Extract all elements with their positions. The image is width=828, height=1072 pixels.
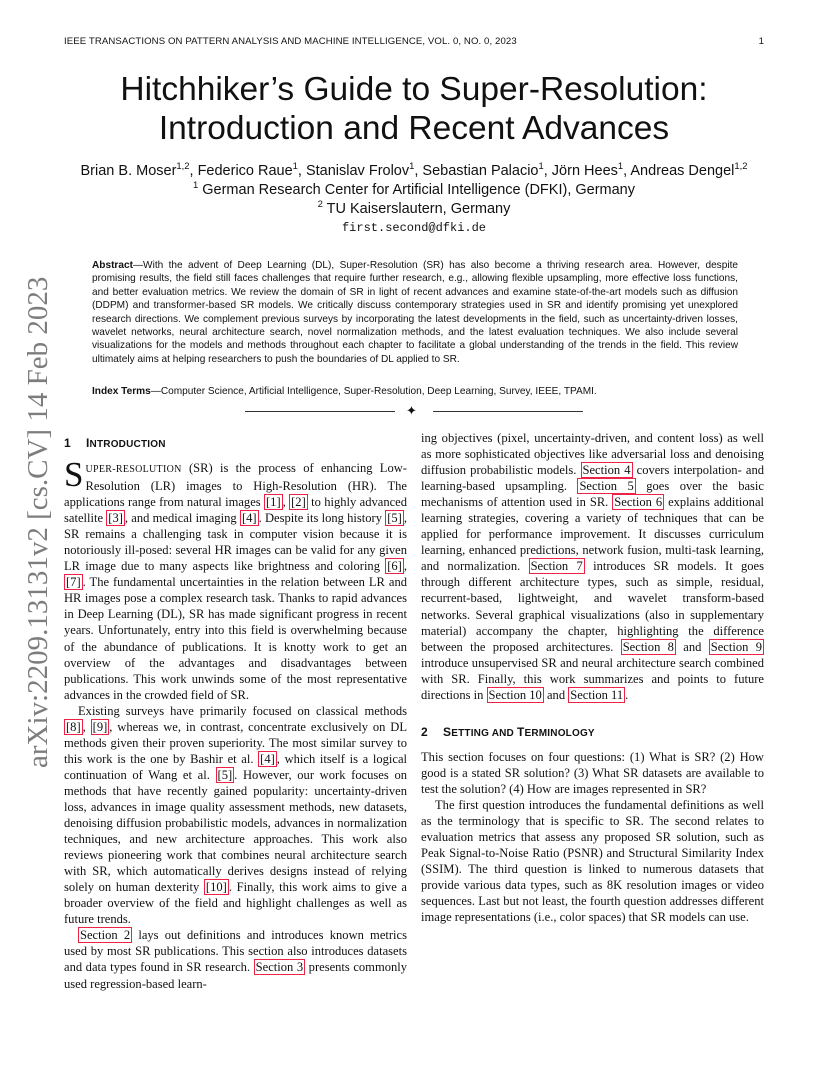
section-2-title-part-1: S xyxy=(443,724,452,739)
text-run: lays out definitions and introduces known metrics used by most SR publications. This section also introduces datasets and data types found in SR research. xyxy=(64,928,407,975)
section-2-title-part-4: ERMINOLOGY xyxy=(524,727,595,739)
text-run: , SR remains a challenging task in computer vision because it is notoriously ill-posed: several HR images can be valid for any given LR image due to many aspects like brightness and coloring xyxy=(64,511,408,574)
citation-link[interactable]: [4] xyxy=(241,511,257,526)
paragraph-intro-2 xyxy=(64,703,407,928)
section-link[interactable]: Section 4 xyxy=(582,463,631,478)
text-run: , and medical imaging xyxy=(124,511,240,526)
paragraph-intro-3 xyxy=(64,927,407,991)
index-terms-text: Computer Science, Artificial Intelligence, Super-Resolution, Deep Learning, Survey, IEEE, TPAMI. xyxy=(160,386,597,397)
section-2-heading xyxy=(421,725,764,739)
section-divider xyxy=(245,405,583,417)
section-1-heading xyxy=(64,436,407,450)
section-1-title-initial: I xyxy=(86,436,90,450)
citation-link[interactable]: [8] xyxy=(66,719,81,734)
text-run: introduce unsupervised SR and neural architecture search combined with SR. Finally, this work summarizes and points to future directions in xyxy=(421,655,764,702)
author-affiliation-sup: 1 xyxy=(538,160,544,172)
text-run: to highly advanced satellite xyxy=(64,495,408,526)
text-run: and xyxy=(675,639,709,654)
text-run: covers interpolation- and learning-based upsampling. xyxy=(421,463,764,494)
title-line-2: Introduction and Recent Advances xyxy=(158,110,670,147)
citation-link[interactable]: [5] xyxy=(217,767,233,782)
text-run: Existing surveys have primarily focused on classical methods xyxy=(78,703,407,718)
section-link[interactable]: Section 2 xyxy=(80,928,131,943)
text-run: goes over the basic mechanisms of attention used in SR. xyxy=(421,479,764,510)
affiliation-2-name: TU Kaiserslautern, Germany xyxy=(326,201,511,217)
text-run: , xyxy=(282,495,290,510)
section-2-title-part-3: T xyxy=(516,724,525,739)
author-affiliation-sup: 1,2 xyxy=(734,160,748,172)
text-run: , whereas we, in contrast, concentrate exclusively on DL methods given their proven superiority. The most similar survey to this work is the one by Bashir et al. xyxy=(64,719,407,766)
citation-link[interactable]: [2] xyxy=(291,495,306,510)
author-name: Sebastian Palacio xyxy=(422,163,539,179)
citation-link[interactable]: [10] xyxy=(205,880,227,895)
section-link[interactable]: Section 6 xyxy=(614,495,663,510)
running-header: IEEE TRANSACTIONS ON PATTERN ANALYSIS AND MACHINE INTELLIGENCE, VOL. 0, NO. 0, 2023 xyxy=(64,36,517,47)
text-run: , xyxy=(82,719,91,734)
text-run: presents commonly used regression-based learn- xyxy=(64,960,408,991)
section-1-title-rest: NTRODUCTION xyxy=(89,439,166,450)
author-affiliation-sup: 1,2 xyxy=(176,160,190,172)
text-run: , xyxy=(403,559,407,574)
page-number: 1 xyxy=(758,36,764,47)
section-2-title-part-2: ETTING AND xyxy=(451,727,517,739)
text-run: . xyxy=(625,687,629,702)
arxiv-stamp: arXiv:2209.13131v2 [cs.CV] 14 Feb 2023 xyxy=(22,276,54,768)
author-affiliation-sup: 1 xyxy=(617,160,624,172)
dropcap-smallcaps: UPER-RESOLUTION xyxy=(85,464,182,475)
section-link[interactable]: Section 5 xyxy=(579,479,634,494)
dropcap: S xyxy=(64,455,84,494)
section-1-number: 1 xyxy=(64,436,71,450)
author-name: Federico Raue xyxy=(197,163,293,179)
index-terms: Index Terms—Computer Science, Artificial Intelligence, Super-Resolution, Deep Learning, Survey, IEEE, TPAMI. xyxy=(92,386,597,397)
citation-link[interactable]: [5] xyxy=(387,511,402,526)
author-affiliation-sup: 1 xyxy=(409,160,415,172)
paragraph-intro-3-continued xyxy=(421,430,764,703)
citation-link[interactable]: [9] xyxy=(92,719,108,734)
text-run: , which itself is a logical continuation of Wang et al. xyxy=(64,751,407,782)
text-run: . However, our work focuses on methods that have recently gained popularity: uncertainty-driven loss, advances in image quality assessment methods, new datasets, denoising diffusion probabilistic models, advances in normalization techniques, and new architecture approaches. This work also reviews pioneering work that combines neural architecture search with SR, which automatically derives designs instead of relying solely on human dexterity xyxy=(64,767,407,895)
section-link[interactable]: Section 10 xyxy=(488,687,542,702)
text-run: . Finally, this work aims to give a broader overview of the field and highlight challenges as well as future trends. xyxy=(64,880,407,927)
paragraph-setting-2: The first question introduces the fundamental definitions as well as the terminology that is specific to SR. The second relates to evaluation metrics that assess any proposed SR solution, such as Peak Signal-to-Noise Ratio (PSNR) and Structural Similarity Index (SSIM). The third question is linked to numerous datasets that provide various data types, such as 8K resolution images or video sequences. Last but not least, the fourth question addresses different image representations (i.e., color spaces) that SR models can use. xyxy=(421,797,764,925)
author-list: Brian B. Moser$^{1,2}$, Federico Raue$^1$, Stanislav Frolov$^1$, Sebastian Palacio$^1$, Jörn Hees$^1$, Andreas Dengel$^{1,2}$ xyxy=(80,160,748,179)
title-line-1: Hitchhiker’s Guide to Super-Resolution: xyxy=(120,71,708,108)
affiliation-2-sup: 2 xyxy=(317,198,323,210)
author-name: Brian B. Moser xyxy=(80,163,177,179)
author-affiliation-sup: 1 xyxy=(292,160,298,172)
text-run: . The fundamental uncertainties in the relation between LR and HR images pose a complex research task. Thanks to rapid advances in Deep Learning (DL), SR has made significant progress in recent years. Unfortunately, entry into this field is overwhelming because of the abundance of publications. It is knotty work to get an overview of the advantages and disadvantages between publications. This work unwinds some of the most representative advances in the crowded field of SR. xyxy=(64,575,407,702)
text-run: and xyxy=(543,687,569,702)
abstract-label: Abstract xyxy=(92,260,133,271)
section-link[interactable]: Section 11 xyxy=(570,687,624,702)
abstract-text: With the advent of Deep Learning (DL), Super-Resolution (SR) has also become a thriving research area. However, despite promising results, the field still faces challenges that require further research, e.g., allowing flexible upsampling, more effective loss functions, and better evaluation metrics. We review the domain of SR in light of recent advances and examine state-of-the-art models such as diffusion (DDPM) and transformer-based SR models. We critically discuss contemporary strategies used in SR and identify promising yet unexplored research directions. We complement previous surveys by incorporating the latest developments in the field, such as uncertainty-driven losses, wavelet networks, neural architecture search, novel normalization methods, and the latest evaluation techniques. We also include several visualizations for the models and methods throughout each chapter to facilitate a global understanding of the trends in the field. This review ultimately aims at helping researchers to push the boundaries of DL applied to SR. xyxy=(92,260,738,365)
left-column xyxy=(64,430,407,992)
section-link[interactable]: Section 8 xyxy=(622,639,674,654)
text-run: introduces SR models. It goes through different architecture types, such as simple, residual, recurrent-based, lightweight, and wavelet transform-based networks. Several graphical visualizations (also in supplementary material) accompany the chapter, highlighting the difference between the proposed architectures. xyxy=(421,559,764,654)
section-link[interactable]: Section 7 xyxy=(530,559,583,574)
citation-link[interactable]: [3] xyxy=(108,511,123,526)
right-column xyxy=(421,430,764,925)
paragraph-intro-1 xyxy=(64,455,408,703)
citation-link[interactable]: [6] xyxy=(387,559,402,574)
text-run: ing objectives (pixel, uncertainty-driven, and content loss) as well as more sophisticated objectives like adversarial loss and denoising diffusion probabilistic models. xyxy=(421,431,764,478)
paper-title xyxy=(64,70,764,148)
text-run: . Despite its long history xyxy=(258,511,386,526)
abstract: Abstract—With the advent of Deep Learning (DL), Super-Resolution (SR) has also become a thriving research area. However, despite promising results, the field still faces challenges that require further research, e.g., allowing flexible upsampling, more effective loss functions, and better evaluation metrics. We review the domain of SR in light of recent advances and examine state-of-the-art models such as diffusion (DDPM) and transformer-based SR models. We critically discuss contemporary strategies used in SR and identify promising yet unexplored research directions. We complement previous surveys by incorporating the latest developments in the field, such as uncertainty-driven losses, wavelet networks, neural architecture search, novel normalization methods, and the latest evaluation techniques. We also include several visualizations for the models and methods throughout each chapter to facilitate a global understanding of the trends in the field. This review ultimately aims at helping researchers to push the boundaries of DL applied to SR. xyxy=(92,260,738,365)
affiliation-2 xyxy=(64,200,764,219)
section-link[interactable]: Section 3 xyxy=(255,960,304,975)
text-run: (SR) is the process of enhancing Low-Resolution (LR) images to High-Resolution (HR). The applications range from natural images xyxy=(64,461,407,510)
author-name: Andreas Dengel xyxy=(630,163,735,179)
citation-link[interactable]: [4] xyxy=(260,751,275,766)
affiliation-1 xyxy=(64,181,764,200)
section-2-number: 2 xyxy=(421,724,428,739)
affiliation-1-sup: 1 xyxy=(193,179,199,191)
divider-ornament-icon: ✦ xyxy=(406,403,417,418)
text-run: explains additional learning strategies, covering a variety of techniques that can be applied for performance improvement. It discusses curriculum learning, enhanced predictions, network fusion, multi-task learning, and normalization. xyxy=(421,495,764,574)
section-link[interactable]: Section 9 xyxy=(710,639,762,654)
author-name: Jörn Hees xyxy=(551,163,618,179)
contact-email: first.second@dfki.de xyxy=(341,221,487,235)
citation-link[interactable]: [1] xyxy=(266,495,281,510)
author-name: Stanislav Frolov xyxy=(305,163,410,179)
affiliation-1-name: German Research Center for Artificial Intelligence (DFKI), Germany xyxy=(202,182,635,198)
citation-link[interactable]: [7] xyxy=(66,575,81,590)
index-terms-label: Index Terms xyxy=(92,386,151,397)
paragraph-setting-1: This section focuses on four questions: (1) What is SR? (2) How good is a stated SR solution? (3) What SR datasets are available to test the solution? (4) How are images represented in SR? xyxy=(421,749,764,796)
